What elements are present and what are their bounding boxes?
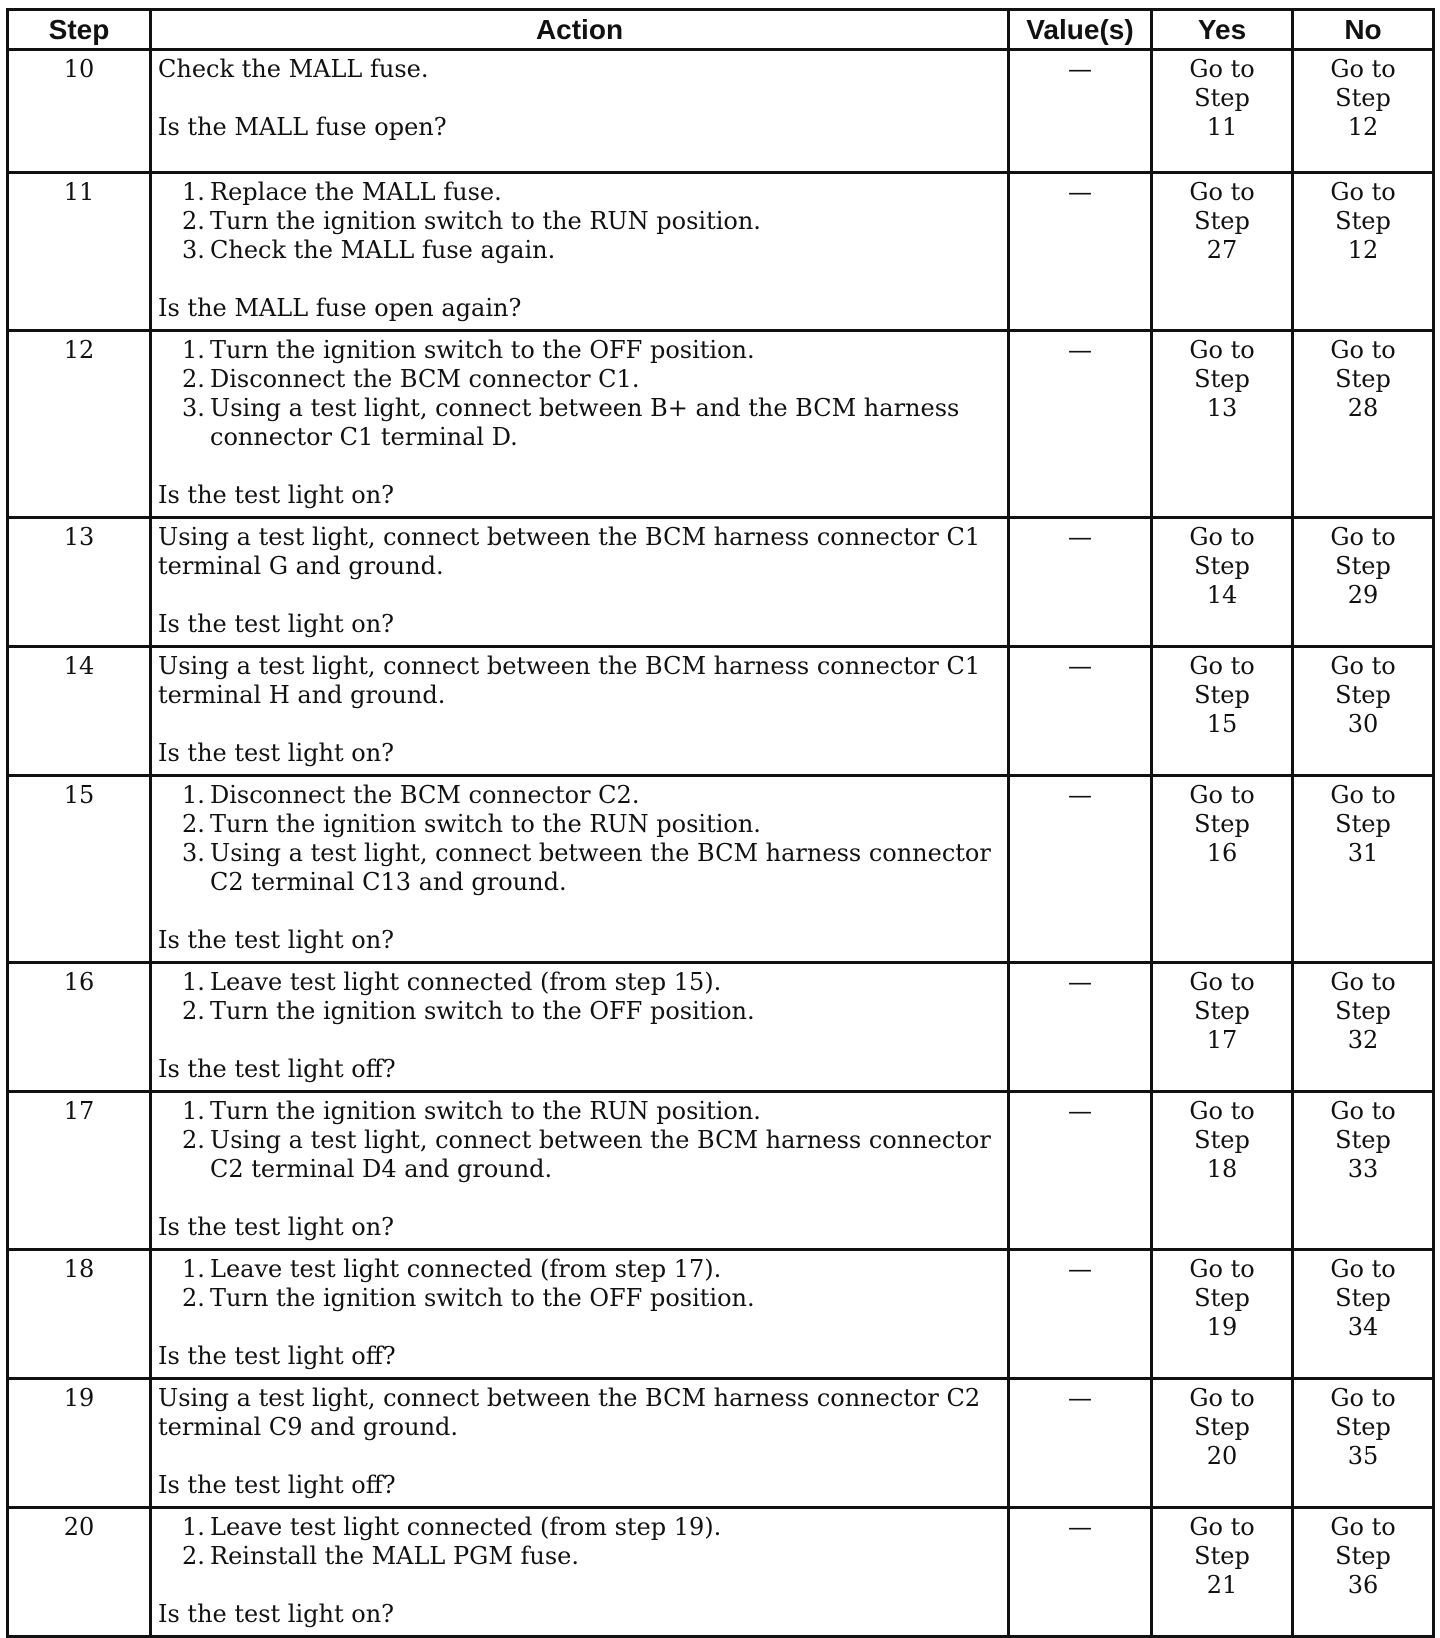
value-cell: — — [1009, 331, 1152, 518]
yes-cell — [1152, 50, 1293, 173]
substep-item — [182, 839, 1001, 897]
substep-text: Disconnect the BCM connector C1. — [210, 365, 640, 393]
substep-text: Using a test light, connect between the BCM harness connector C2 terminal D4 and ground. — [210, 1126, 991, 1183]
substep-text: Turn the ignition switch to the OFF position. — [210, 1284, 755, 1312]
substep-number: 1. — [182, 178, 205, 206]
go-to-step-label: Go to Step — [1189, 1384, 1255, 1441]
action-question: Is the MALL fuse open? — [158, 113, 447, 141]
substep-text: Turn the ignition switch to the OFF position. — [210, 336, 755, 364]
step-number: 17 — [8, 1092, 151, 1250]
action-question: Is the test light on? — [158, 481, 395, 509]
action-text: Using a test light, connect between the BCM harness connector C1 terminal H and ground. — [158, 652, 981, 709]
substep-list — [158, 781, 1001, 897]
substep-text: Turn the ignition switch to the RUN position. — [210, 207, 761, 235]
target-step-number: 32 — [1347, 1026, 1379, 1054]
value-cell: — — [1009, 50, 1152, 173]
step-number: 12 — [8, 331, 151, 518]
value-cell: — — [1009, 1508, 1152, 1637]
action-cell — [151, 173, 1009, 331]
substep-number: 1. — [182, 781, 205, 809]
substep-number: 2. — [182, 810, 205, 838]
go-to-step-label: Go to Step — [1189, 968, 1255, 1025]
action-cell — [151, 1092, 1009, 1250]
table-row — [8, 1508, 1434, 1637]
step-number: 11 — [8, 173, 151, 331]
table-row — [8, 963, 1434, 1092]
step-number: 19 — [8, 1379, 151, 1508]
substep-item — [182, 1126, 1001, 1184]
substep-item — [182, 1542, 1001, 1571]
action-question: Is the test light on? — [158, 926, 395, 954]
action-cell — [151, 331, 1009, 518]
substep-number: 2. — [182, 997, 205, 1025]
target-step-number: 31 — [1347, 839, 1379, 867]
no-cell — [1293, 331, 1434, 518]
substep-number: 2. — [182, 1284, 205, 1312]
go-to-step-label: Go to Step — [1330, 1384, 1396, 1441]
target-step-number: 30 — [1347, 710, 1379, 738]
substep-item — [182, 178, 1001, 207]
action-cell — [151, 518, 1009, 647]
yes-cell — [1152, 1508, 1293, 1637]
yes-cell — [1152, 1092, 1293, 1250]
step-number: 20 — [8, 1508, 151, 1637]
substep-list — [158, 1255, 1001, 1313]
substep-number: 3. — [182, 236, 205, 264]
action-question: Is the test light off? — [158, 1055, 396, 1083]
go-to-step-label: Go to Step — [1189, 1513, 1255, 1570]
action-question: Is the test light on? — [158, 610, 395, 638]
target-step-number: 21 — [1206, 1571, 1238, 1599]
action-question: Is the test light off? — [158, 1471, 396, 1499]
no-cell — [1293, 173, 1434, 331]
substep-text: Leave test light connected (from step 19). — [210, 1513, 722, 1541]
step-number: 14 — [8, 647, 151, 776]
action-question: Is the test light on? — [158, 1213, 395, 1241]
action-cell — [151, 963, 1009, 1092]
go-to-step-label: Go to Step — [1330, 1097, 1396, 1154]
no-cell — [1293, 1092, 1434, 1250]
action-text: Using a test light, connect between the BCM harness connector C1 terminal G and ground. — [158, 523, 981, 580]
action-text: Check the MALL fuse. — [158, 55, 429, 83]
substep-number: 2. — [182, 1126, 205, 1154]
target-step-number: 27 — [1206, 236, 1238, 264]
substep-item — [182, 207, 1001, 236]
substep-text: Turn the ignition switch to the RUN position. — [210, 1097, 761, 1125]
target-step-number: 15 — [1206, 710, 1238, 738]
substep-list — [158, 1513, 1001, 1571]
target-step-number: 33 — [1347, 1155, 1379, 1183]
substep-number: 2. — [182, 1542, 205, 1570]
go-to-step-label: Go to Step — [1189, 336, 1255, 393]
no-cell — [1293, 50, 1434, 173]
target-step-number: 35 — [1347, 1442, 1379, 1470]
target-step-number: 20 — [1206, 1442, 1238, 1470]
substep-item — [182, 1097, 1001, 1126]
substep-list — [158, 178, 1001, 265]
substep-text: Using a test light, connect between B+ and the BCM harness connector C1 terminal D. — [210, 394, 960, 451]
table-row — [8, 331, 1434, 518]
substep-number: 1. — [182, 968, 205, 996]
action-question: Is the MALL fuse open again? — [158, 294, 522, 322]
action-cell — [151, 1379, 1009, 1508]
substep-item — [182, 236, 1001, 265]
diagnostic-table — [6, 8, 1435, 1638]
go-to-step-label: Go to Step — [1330, 523, 1396, 580]
yes-cell — [1152, 1379, 1293, 1508]
substep-number: 1. — [182, 336, 205, 364]
substep-item — [182, 365, 1001, 394]
header-no: No — [1293, 10, 1434, 50]
yes-cell — [1152, 963, 1293, 1092]
substep-list — [158, 336, 1001, 452]
step-number: 10 — [8, 50, 151, 173]
substep-text: Replace the MALL fuse. — [210, 178, 502, 206]
step-number: 15 — [8, 776, 151, 963]
table-row — [8, 50, 1434, 173]
action-cell — [151, 776, 1009, 963]
substep-text: Reinstall the MALL PGM fuse. — [210, 1542, 580, 1570]
substep-number: 2. — [182, 365, 205, 393]
target-step-number: 13 — [1206, 394, 1238, 422]
table-row — [8, 1092, 1434, 1250]
substep-text: Turn the ignition switch to the OFF position. — [210, 997, 755, 1025]
target-step-number: 29 — [1347, 581, 1379, 609]
go-to-step-label: Go to Step — [1189, 781, 1255, 838]
substep-item — [182, 997, 1001, 1026]
substep-item — [182, 1284, 1001, 1313]
action-cell — [151, 1508, 1009, 1637]
go-to-step-label: Go to Step — [1330, 178, 1396, 235]
go-to-step-label: Go to Step — [1330, 781, 1396, 838]
value-cell: — — [1009, 647, 1152, 776]
action-cell — [151, 1250, 1009, 1379]
substep-text: Leave test light connected (from step 17). — [210, 1255, 722, 1283]
table-row — [8, 518, 1434, 647]
substep-text: Leave test light connected (from step 15). — [210, 968, 722, 996]
header-values: Value(s) — [1009, 10, 1152, 50]
substep-number: 3. — [182, 839, 205, 867]
value-cell: — — [1009, 963, 1152, 1092]
substep-number: 1. — [182, 1255, 205, 1283]
header-step: Step — [8, 10, 151, 50]
substep-list — [158, 1097, 1001, 1184]
substep-text: Turn the ignition switch to the RUN position. — [210, 810, 761, 838]
no-cell — [1293, 1250, 1434, 1379]
target-step-number: 14 — [1206, 581, 1238, 609]
value-cell: — — [1009, 1379, 1152, 1508]
no-cell — [1293, 518, 1434, 647]
substep-list — [158, 968, 1001, 1026]
go-to-step-label: Go to Step — [1330, 652, 1396, 709]
substep-number: 1. — [182, 1097, 205, 1125]
action-question: Is the test light on? — [158, 739, 395, 767]
target-step-number: 12 — [1347, 113, 1379, 141]
target-step-number: 18 — [1206, 1155, 1238, 1183]
substep-number: 3. — [182, 394, 205, 422]
action-question: Is the test light on? — [158, 1600, 395, 1628]
yes-cell — [1152, 173, 1293, 331]
go-to-step-label: Go to Step — [1330, 336, 1396, 393]
yes-cell — [1152, 331, 1293, 518]
header-yes: Yes — [1152, 10, 1293, 50]
substep-text: Disconnect the BCM connector C2. — [210, 781, 640, 809]
value-cell: — — [1009, 1092, 1152, 1250]
table-body — [8, 50, 1434, 1637]
yes-cell — [1152, 1250, 1293, 1379]
header-row — [8, 10, 1434, 50]
substep-item — [182, 1255, 1001, 1284]
step-number: 13 — [8, 518, 151, 647]
substep-item — [182, 781, 1001, 810]
target-step-number: 19 — [1206, 1313, 1238, 1341]
go-to-step-label: Go to Step — [1330, 1513, 1396, 1570]
go-to-step-label: Go to Step — [1189, 652, 1255, 709]
substep-number: 2. — [182, 207, 205, 235]
substep-number: 1. — [182, 1513, 205, 1541]
target-step-number: 17 — [1206, 1026, 1238, 1054]
go-to-step-label: Go to Step — [1189, 178, 1255, 235]
target-step-number: 28 — [1347, 394, 1379, 422]
target-step-number: 12 — [1347, 236, 1379, 264]
go-to-step-label: Go to Step — [1189, 1097, 1255, 1154]
yes-cell — [1152, 518, 1293, 647]
step-number: 18 — [8, 1250, 151, 1379]
action-question: Is the test light off? — [158, 1342, 396, 1370]
table-row — [8, 647, 1434, 776]
substep-text: Using a test light, connect between the BCM harness connector C2 terminal C13 and ground. — [210, 839, 991, 896]
action-cell — [151, 647, 1009, 776]
substep-item — [182, 810, 1001, 839]
go-to-step-label: Go to Step — [1330, 1255, 1396, 1312]
substep-item — [182, 968, 1001, 997]
target-step-number: 16 — [1206, 839, 1238, 867]
go-to-step-label: Go to Step — [1330, 55, 1396, 112]
yes-cell — [1152, 776, 1293, 963]
go-to-step-label: Go to Step — [1330, 968, 1396, 1025]
target-step-number: 34 — [1347, 1313, 1379, 1341]
action-cell — [151, 50, 1009, 173]
go-to-step-label: Go to Step — [1189, 1255, 1255, 1312]
go-to-step-label: Go to Step — [1189, 523, 1255, 580]
header-action: Action — [151, 10, 1009, 50]
value-cell: — — [1009, 1250, 1152, 1379]
no-cell — [1293, 1508, 1434, 1637]
table-row — [8, 1250, 1434, 1379]
table-row — [8, 1379, 1434, 1508]
value-cell: — — [1009, 173, 1152, 331]
substep-item — [182, 336, 1001, 365]
yes-cell — [1152, 647, 1293, 776]
table-row — [8, 776, 1434, 963]
no-cell — [1293, 963, 1434, 1092]
substep-item — [182, 394, 1001, 452]
table-row — [8, 173, 1434, 331]
no-cell — [1293, 776, 1434, 963]
no-cell — [1293, 647, 1434, 776]
target-step-number: 11 — [1206, 113, 1238, 141]
value-cell: — — [1009, 518, 1152, 647]
step-number: 16 — [8, 963, 151, 1092]
substep-text: Check the MALL fuse again. — [210, 236, 556, 264]
action-text: Using a test light, connect between the BCM harness connector C2 terminal C9 and ground. — [158, 1384, 981, 1441]
substep-item — [182, 1513, 1001, 1542]
no-cell — [1293, 1379, 1434, 1508]
go-to-step-label: Go to Step — [1189, 55, 1255, 112]
target-step-number: 36 — [1347, 1571, 1379, 1599]
value-cell: — — [1009, 776, 1152, 963]
